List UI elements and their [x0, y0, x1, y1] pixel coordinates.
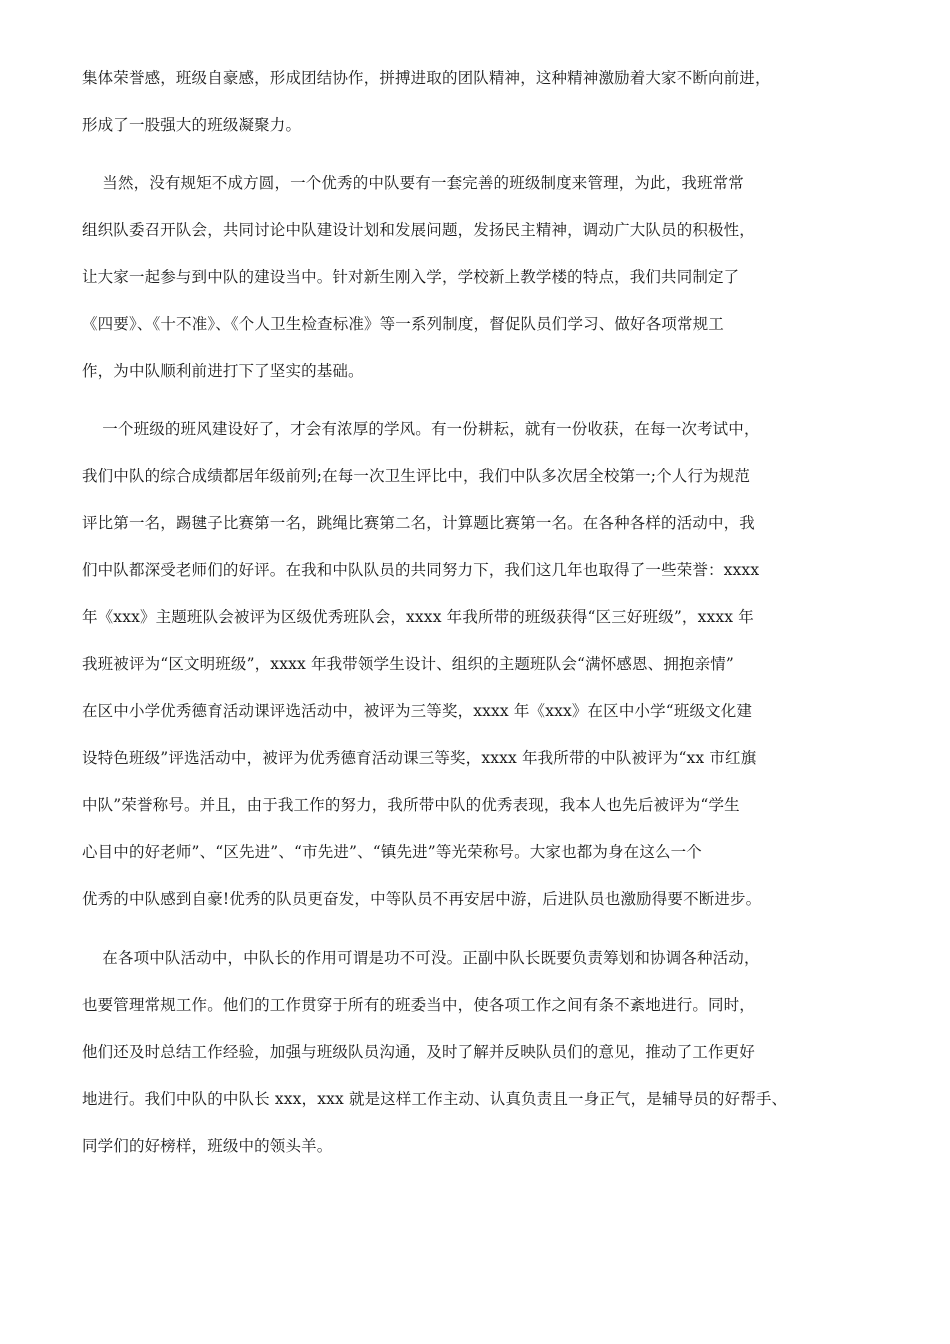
- text-line: 当然，没有规矩不成方圆，一个优秀的中队要有一套完善的班级制度来管理，为此，我班常常: [82, 174, 744, 192]
- text-line: 我们中队的综合成绩都居年级前列;在每一次卫生评比中，我们中队多次居全校第一;个人行为规范: [82, 467, 751, 485]
- text-line: 评比第一名，踢毽子比赛第一名，跳绳比赛第二名，计算题比赛第一名。在各种各样的活动中，我: [82, 514, 755, 532]
- text-line: 地进行。我们中队的中队长 xxx，xxx 就是这样工作主动、认真负责且一身正气，是辅导员的好帮手、: [82, 1090, 788, 1108]
- text-line: 他们还及时总结工作经验，加强与班级队员沟通，及时了解并反映队员们的意见，推动了工作更好: [82, 1043, 755, 1061]
- text-line: 们中队都深受老师们的好评。在我和中队队员的共同努力下，我们这几年也取得了一些荣誉：xxxx: [82, 561, 760, 579]
- text-line: 设特色班级”评选活动中，被评为优秀德育活动课三等奖，xxxx 年我所带的中队被评为“xx 市红旗: [82, 749, 757, 767]
- text-line: 组织队委召开队会，共同讨论中队建设计划和发展问题，发扬民主精神，调动广大队员的积极性，: [82, 221, 755, 239]
- text-line: 优秀的中队感到自豪!优秀的队员更奋发，中等队员不再安居中游，后进队员也激励得要不断进步。: [82, 890, 762, 908]
- text-line: 心目中的好老师”、“区先进”、“市先进”、“镇先进”等光荣称号。大家也都为身在这么一个: [82, 843, 702, 861]
- text-line: 集体荣誉感，班级自豪感，形成团结协作，拼搏进取的团队精神，这种精神激励着大家不断向前进，: [82, 69, 771, 87]
- text-line: 在各项中队活动中，中队长的作用可谓是功不可没。正副中队长既要负责筹划和协调各种活动，: [82, 949, 760, 967]
- text-line: 年《xxx》主题班队会被评为区级优秀班队会，xxxx 年我所带的班级获得“区三好班级”，xxxx 年: [82, 608, 754, 626]
- text-line: 《四要》、《十不准》、《个人卫生检查标准》等一系列制度，督促队员们学习、做好各项常规工: [82, 315, 724, 333]
- paragraph-1: [82, 55, 882, 149]
- text-line: 我班被评为“区文明班级”，xxxx 年我带领学生设计、组织的主题班队会“满怀感恩、拥抱亲情”: [82, 655, 734, 673]
- text-line: 形成了一股强大的班级凝聚力。: [82, 116, 302, 134]
- text-line: 也要管理常规工作。他们的工作贯穿于所有的班委当中，使各项工作之间有条不紊地进行。同时，: [82, 996, 755, 1014]
- paragraph-2: [82, 160, 882, 395]
- text-line: 在区中小学优秀德育活动课评选活动中，被评为三等奖，xxxx 年《xxx》在区中小学“班级文化建: [82, 702, 753, 720]
- text-line: 作，为中队顺利前进打下了坚实的基础。: [82, 362, 364, 380]
- paragraph-3: [82, 406, 882, 923]
- text-line: 同学们的好榜样，班级中的领头羊。: [82, 1137, 333, 1155]
- text-line: 一个班级的班风建设好了，才会有浓厚的学风。有一份耕耘，就有一份收获，在每一次考试中，: [82, 420, 760, 438]
- text-line: 中队”荣誉称号。并且，由于我工作的努力，我所带中队的优秀表现，我本人也先后被评为“学生: [82, 796, 740, 814]
- text-line: 让大家一起参与到中队的建设当中。针对新生刚入学，学校新上教学楼的特点，我们共同制定了: [82, 268, 740, 286]
- paragraph-4: [82, 935, 882, 1170]
